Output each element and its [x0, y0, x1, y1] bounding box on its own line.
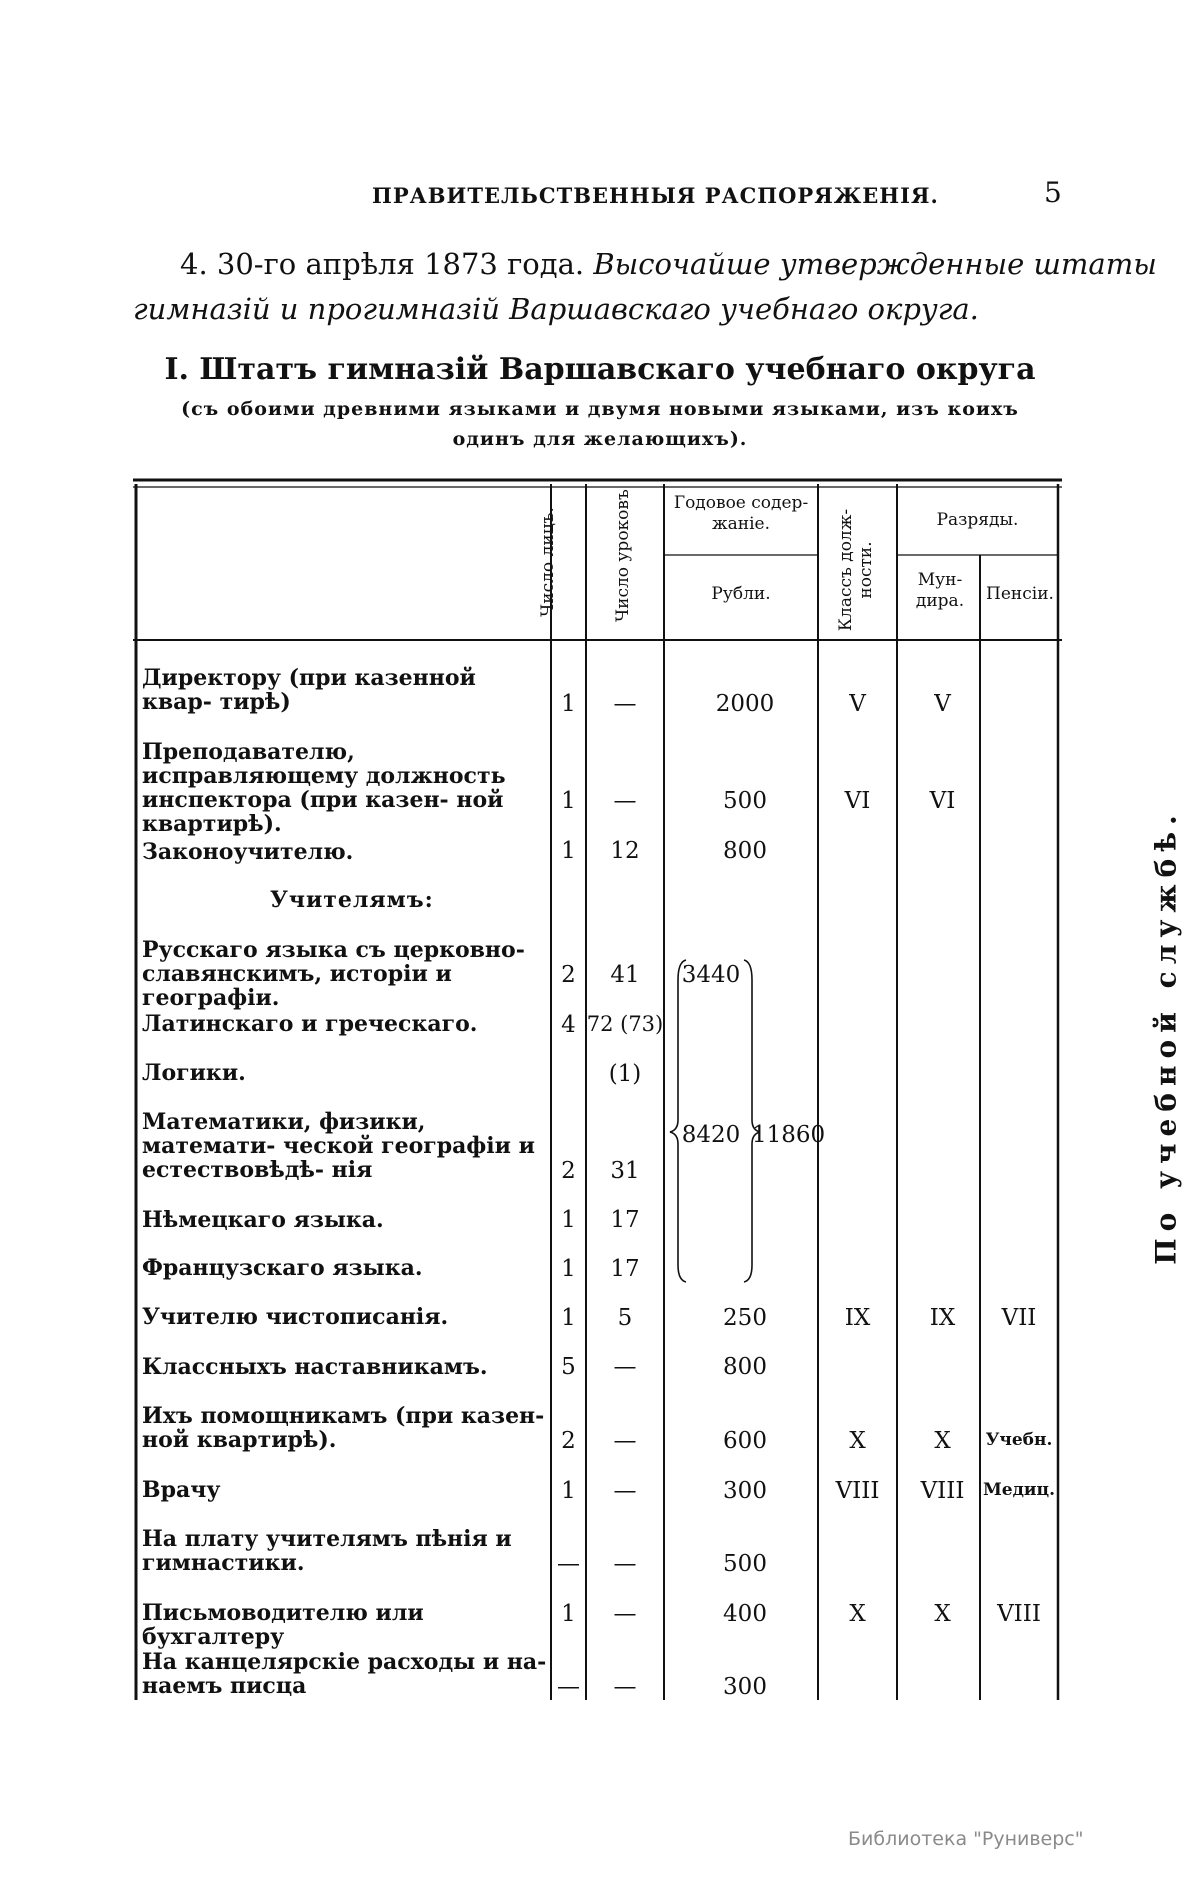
cell-rubles-subtotal: 8420	[681, 1122, 741, 1148]
cell-uniform: X	[934, 1601, 951, 1627]
column-header-persons: Число лицъ.	[538, 507, 558, 617]
cell-class: X	[849, 1428, 866, 1454]
cell-lessons: —	[613, 1478, 637, 1504]
cell-class: VI	[844, 788, 871, 814]
row-label-latin-greek: Латинскаго и греческаго.	[142, 1011, 478, 1037]
row-label-teachers-group: Учителямъ:	[270, 887, 434, 913]
cell-persons: —	[557, 1551, 580, 1577]
cell-uniform: V	[934, 691, 951, 717]
row-label-french: Французскаго языка.	[142, 1255, 423, 1281]
cell-lessons: —	[613, 1354, 637, 1380]
decree-title-part2: гимназій и прогимназій Варшавскаго учебнаго округа.	[133, 292, 979, 326]
cell-lessons: —	[613, 1601, 637, 1627]
row-label-doctor: Врачу	[142, 1477, 221, 1503]
table-subtitle-line1: (съ обоими древними языками и двумя новыми языками, изъ коихъ	[181, 398, 1019, 420]
row-label-class-mentors: Классныхъ наставникамъ.	[142, 1354, 488, 1380]
cell-uniform: X	[934, 1428, 951, 1454]
cell-lessons: —	[613, 788, 637, 814]
cell-lessons: 17	[610, 1256, 640, 1282]
row-label-russian: Русскаго языка съ церковно- славянскимъ, исторіи и географіи.	[142, 937, 525, 1011]
decree-title-part1: Высочайше утвержденные штаты	[593, 247, 1157, 281]
cell-rubles: 800	[723, 1354, 767, 1380]
row-label-director: Директору (при казенной квар- тирѣ)	[142, 665, 476, 715]
row-label-singing-gymnastics: На плату учителямъ пѣнія и гимнастики.	[142, 1526, 512, 1576]
table-subtitle-line2: одинъ для желающихъ).	[452, 428, 748, 450]
decree-heading-line1	[180, 247, 1157, 281]
cell-pension: Медиц.	[982, 1480, 1056, 1500]
cell-rubles: 500	[723, 1551, 767, 1577]
running-head: ПРАВИТЕЛЬСТВЕННЫЯ РАСПОРЯЖЕНІЯ.	[372, 183, 939, 208]
cell-lessons: —	[613, 1428, 637, 1454]
cell-persons: 1	[561, 1478, 576, 1504]
cell-persons: 4	[561, 1012, 576, 1038]
row-label-clerk: Письмоводителю или бухгалтеру	[142, 1600, 424, 1650]
decree-number-date: 4. 30-го апрѣля 1873 года.	[180, 247, 585, 281]
cell-pension: VIII	[997, 1601, 1041, 1627]
pension-vertical-note: По учебной службѣ.	[1149, 808, 1183, 1265]
row-label-mathematics: Математики, физики, математи- ческой географіи и естествовѣдѣ- нія	[142, 1109, 535, 1183]
cell-persons: 5	[561, 1354, 576, 1380]
cell-uniform: IX	[929, 1305, 956, 1331]
cell-rubles: 3440	[681, 962, 741, 988]
cell-persons: 2	[561, 1428, 576, 1454]
cell-class: V	[849, 691, 866, 717]
cell-uniform: VIII	[920, 1478, 965, 1504]
cell-rubles: 300	[723, 1478, 767, 1504]
row-label-assistants: Ихъ помощникамъ (при казен- ной квартирѣ).	[142, 1403, 545, 1453]
cell-rubles: 250	[723, 1305, 767, 1331]
cell-pension: VII	[1001, 1305, 1037, 1331]
column-header-ranks: Разряды.	[936, 510, 1019, 530]
cell-lessons: —	[613, 1551, 637, 1577]
page-number: 5	[1044, 176, 1062, 209]
cell-lessons: 12	[610, 838, 640, 864]
cell-rubles-total: 11860	[752, 1122, 826, 1148]
row-label-law-teacher: Законоучителю.	[142, 839, 354, 865]
cell-persons: 1	[561, 838, 576, 864]
cell-persons: 1	[561, 1601, 576, 1627]
column-header-uniform: Мун- дира.	[915, 570, 965, 611]
row-label-calligraphy: Учителю чистописанія.	[142, 1304, 449, 1330]
cell-persons: 1	[561, 1305, 576, 1331]
row-label-logic: Логики.	[142, 1060, 246, 1086]
row-label-inspector: Преподавателю, исправляющему должность инспектора (при казен- ной квартирѣ).	[142, 739, 506, 837]
cell-class: VIII	[835, 1478, 880, 1504]
column-header-salary: Годовое содер- жаніе.	[673, 493, 809, 534]
cell-rubles: 600	[723, 1428, 767, 1454]
column-header-post-class: Классъ долж- ности.	[836, 508, 876, 632]
cell-lessons: 41	[610, 962, 640, 988]
cell-lessons: 5	[617, 1305, 633, 1331]
cell-uniform: VI	[929, 788, 956, 814]
cell-lessons: (1)	[608, 1061, 642, 1087]
cell-rubles: 500	[723, 788, 767, 814]
cell-persons: 1	[561, 1256, 576, 1282]
cell-rubles: 800	[723, 838, 767, 864]
cell-persons: —	[557, 1674, 580, 1700]
cell-lessons: 31	[610, 1158, 640, 1184]
cell-lessons: —	[613, 1674, 637, 1700]
row-label-german: Нѣмецкаго языка.	[142, 1207, 384, 1233]
cell-persons: 1	[561, 691, 576, 717]
cell-persons: 1	[561, 788, 576, 814]
column-header-pension: Пенсіи.	[986, 584, 1054, 604]
cell-lessons: 72 (73)	[586, 1012, 664, 1036]
row-label-office-expenses: На канцелярскіе расходы и на- наемъ писца	[142, 1649, 547, 1699]
cell-rubles: 2000	[715, 691, 775, 717]
cell-persons: 1	[561, 1207, 576, 1233]
cell-rubles: 300	[723, 1674, 767, 1700]
cell-pension: Учебн.	[985, 1430, 1053, 1450]
cell-lessons: —	[613, 691, 637, 717]
cell-persons: 2	[561, 1158, 576, 1184]
column-header-rubles: Рубли.	[711, 584, 771, 604]
column-header-lessons: Число уроковъ	[613, 489, 633, 622]
table-title: I. Штатъ гимназій Варшавскаго учебнаго округа	[164, 352, 1036, 387]
cell-class: X	[849, 1601, 866, 1627]
cell-class: IX	[844, 1305, 871, 1331]
cell-rubles: 400	[723, 1601, 767, 1627]
library-watermark: Библиотека "Руниверс"	[848, 1828, 1084, 1850]
cell-lessons: 17	[610, 1207, 640, 1233]
cell-persons: 2	[561, 962, 576, 988]
